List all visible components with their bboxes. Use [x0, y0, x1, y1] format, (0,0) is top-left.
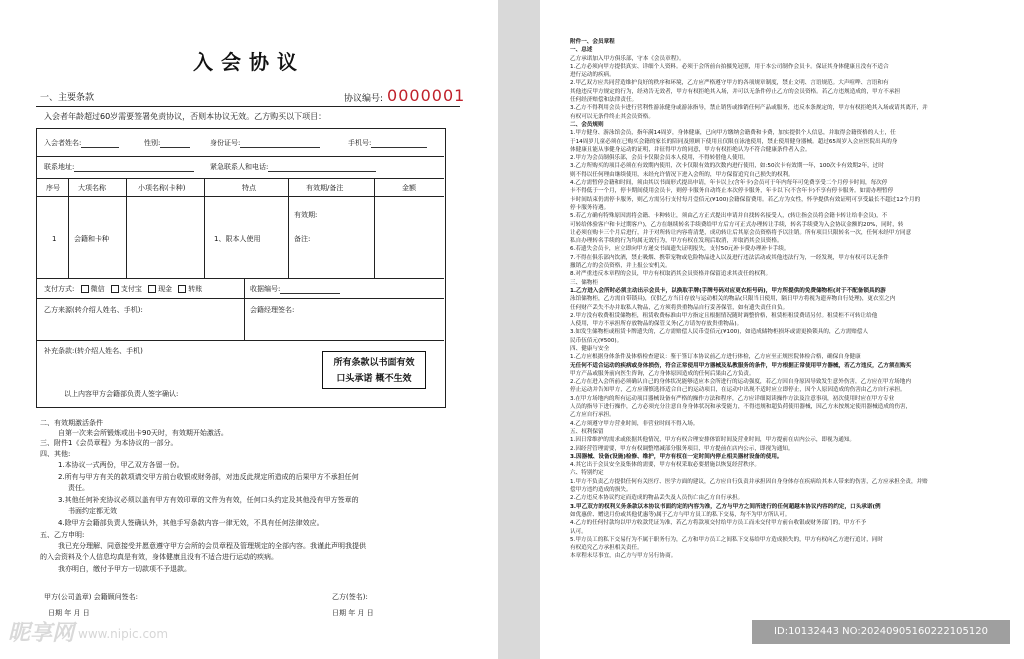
intro-text: 入会者年龄超过60岁需要签署免责协议，否则本协议无效。乙方购买以下项目： — [44, 112, 327, 121]
charter-line: 四、健康与安全 — [570, 345, 610, 352]
source-field[interactable]: 乙方来源(转介绍人姓名、手机): — [44, 306, 143, 314]
col-header-item: 大项名称 — [78, 184, 106, 192]
charter-line: 7.不得在俱乐部内饮酒，禁止吸烟、携带宠物或危险物品进入以及进行违法活动或其他违法行为，一经发现，甲方有权可以无条件 — [570, 254, 889, 261]
charter-line: 甲方产品或服务前向医生咨询，乙方身体原因造成的任何后果由乙方负责。 — [570, 370, 755, 377]
member-name-field[interactable]: 入会者姓名: — [44, 138, 119, 148]
cash-checkbox[interactable] — [148, 285, 156, 293]
wechat-checkbox[interactable] — [81, 285, 89, 293]
charter-line: 有权可以无条件终止其会员资格。 — [570, 113, 654, 120]
charter-line: 2.甲方为会员制俱乐部，会员卡仅限会员本人使用，不得转借他人使用。 — [570, 155, 749, 162]
gender-field[interactable]: 性别: — [144, 138, 190, 148]
charter-line: 8.对严重违反本章程的会员，甲方有权取消其会员资格并保留追求其责任的权利。 — [570, 271, 772, 278]
confirm-signature[interactable]: 以上内容甲方会籍部负责人签字确认: — [64, 390, 179, 398]
charter-line: 泳馆储物柜，乙方需自带锁具)，仅供乙方当日存放与运动相关的物品(只限当日使用，隔日甲方将视为遗弃物自行处理)，更衣室之内 — [570, 296, 896, 303]
row-remark: 备注: — [294, 235, 311, 243]
agreement-page — [0, 0, 498, 659]
manager-signature-field[interactable]: 会籍经理签名: — [250, 306, 295, 314]
contract-number-label: 协议编号: — [344, 94, 384, 104]
transfer-checkbox[interactable] — [178, 285, 186, 293]
terms-line: 三、附件1《会员章程》为本协议的一部分。 — [40, 439, 178, 447]
contract-number — [344, 86, 465, 105]
id-card-field[interactable]: 身份证号: — [210, 138, 320, 148]
image-id-bar: ID:10132443 NO:20240905160222105120 — [752, 620, 1010, 644]
terms-line: 责任。 — [68, 484, 89, 492]
row-item-name: 会籍和卡种 — [74, 235, 109, 243]
charter-line: 卡不得低于一个月，停卡期间使用会员卡，则停卡服务自动终止本次停卡服务，年卡以下(不含年卡)不享有停卡服务。如需办理暂停 — [570, 188, 894, 195]
charter-line: 乙方承诺加入甲方俱乐部，守本《会员章程》。 — [570, 55, 685, 62]
charter-line: 进行运动的疾病。 — [570, 72, 615, 79]
col-header-feature: 特点 — [242, 184, 256, 192]
address-field[interactable]: 联系地址: — [44, 162, 194, 172]
receipt-number-field[interactable]: 收据编号: — [250, 284, 340, 294]
charter-line: 六、特别约定 — [570, 470, 604, 477]
charter-line: 则不得以任何理由继续使用，未经允许情况下进入会所的，甲方保留追究自己损失的权利。 — [570, 171, 794, 178]
charter-line: 1.乙方应根据身体条件及体格检查建议：鉴于签订本协议前乙方进行体检，乙方应至正规医院体检合格，确保自身健康 — [570, 354, 861, 361]
charter-line: 于14周岁儿童必须在已购买会籍的家长的陪同及照顾下使用且仅限在泳池使用，禁止使用健身器械。超过65周岁入会应医院出具的身 — [570, 138, 898, 145]
charter-line: 本章程未尽事宜，由乙方与甲方另行协商。 — [570, 553, 677, 560]
charter-line: 3.因器械、设备(设施)检修、维护，甲方有权在一定时间内停止相关器材设备的使用。 — [570, 453, 783, 460]
charter-line: 无任何不适合运动的疾病或身体损伤，符合正常使用甲方器械及私教服务的条件，甲方根据正常使用甲方器械，若乙方违反，乙方须在购买 — [570, 362, 912, 369]
party-b-date: 日期 年 月 日 — [332, 609, 374, 617]
charter-line: 撤销乙方的会员资格，并上报公安机关。 — [570, 263, 671, 270]
row-validity: 有效期: — [294, 211, 318, 219]
charter-line: 有权追究乙方承担相关责任。 — [570, 545, 643, 552]
divider — [36, 106, 460, 107]
contract-number-value: 0000001 — [387, 86, 466, 105]
charter-line: 3.乙方不得利用会员卡进行营利性游泳健身或游泳指导，禁止销售或推销任何产品或服务，违反本条规定的，甲方有权拒绝其入场或请其离开，并 — [570, 105, 928, 112]
charter-line: 二、会员规则 — [570, 121, 604, 128]
charter-line: 1.因日常维护的需求或依据其他情况，甲方有权合理安排体馆时间及营业时间，甲方提前在店内公示，即视为通知。 — [570, 437, 856, 444]
charter-line: 偿甲方违约造成的损失。 — [570, 487, 632, 494]
charter-line: 三、储物柜 — [570, 279, 598, 286]
watermark-logo: 昵享网 — [8, 621, 75, 646]
col-header-no: 序号 — [46, 184, 60, 192]
charter-line: 5.若乙方确有特殊原因需将会籍、卡种转让，须由乙方正式提出申请并自找转名接受人，(转让指会员将会籍卡转让给非会员)，不 — [570, 213, 888, 220]
payment-methods: 支付方式: 微信 支付宝 现金 转账 — [44, 285, 203, 293]
charter-line: 其他违反甲方规定的行为，经劝告无效者，甲方有权拒绝其入场，并可以无条件停止乙方的会员资格。若乙方违规造成的，甲方不承担 — [570, 88, 901, 95]
charter-line: 附件一、会员章程 — [570, 39, 615, 45]
terms-line: 的入会资料及个人信息均真是有效，身体健康且没有不适合进行运动的疾病。 — [40, 553, 278, 561]
charter-line: 民币伍佰元(¥500)。 — [570, 337, 623, 344]
terms-line: 3.其他任何补充协议必须以盖有甲方有效印章的文件为有效，任何口头约定及其他没有甲方签章的 — [58, 496, 359, 504]
charter-line: 可转给体验客户和卡过期客户)，乙方在继续转名手续费给甲方后方可正式办理转让手续，转名手续费为入会协议金额的20%，同时，转 — [570, 221, 904, 228]
charter-line: 卡时间结束仍需停卡服务，则乙方需另行支付每月壹佰元(¥100)会籍保留费用。若乙方为女性，怀孕提供有效证明可享受最长不超过12个月的 — [570, 196, 921, 203]
charter-line: 停卡服务待遇。 — [570, 204, 610, 211]
charter-line: 3.甲乙双方的权利义务条款以本协议书面约定的内容为准，乙方与甲方之间所进行的任何超越本协议内容的约定，口头承诺(例 — [570, 503, 881, 510]
watermark-url: www.nipic.com — [78, 627, 169, 641]
terms-line: 五、乙方申明: — [40, 531, 85, 539]
row-number: 1 — [52, 235, 57, 243]
main-terms-heading: 一、主要条款 — [40, 93, 95, 103]
charter-line: 1.甲方不负责乙方提供任何有关医疗、医学方面的建议，乙方应自行负责并承担因自身身体存在疾病给其本人带来的伤害，乙方应承担全责，并赔 — [570, 478, 928, 485]
terms-line: 2.所有与甲方有关的款项请交甲方前台收银或财务部，对违反此规定所造成的后果甲方不承担任何 — [58, 473, 359, 481]
charter-line: 2.乙方违反本协议约定而造成的物品丢失及人员伤亡由乙方自行承担。 — [570, 495, 744, 502]
charter-line: 乙方应自行承担。 — [570, 412, 615, 419]
terms-line: 四、其他: — [40, 450, 71, 458]
charter-line: 3.在甲方场地内的所有运动项目器械设备有严格的操作方法和程序，乙方应详细阅读操作方法及注意事项，初次使用时应在甲方专业 — [570, 395, 895, 402]
emergency-contact-field[interactable]: 紧急联系人和电话: — [210, 162, 376, 172]
charter-line: 4.其它出于会员安全及集体的需要，甲方有权采取必要措施以恢复经营秩序。 — [570, 462, 760, 469]
supplement-field[interactable]: 补充条款:(转介绍人姓名、手机) — [44, 347, 143, 355]
charter-line: 五、权利保留 — [570, 428, 604, 435]
row-feature: 1、限本人使用 — [214, 235, 261, 243]
charter-line: 体健康且能从事健身运动的证明，并征得甲方的同意，甲方有权拒绝认为不符合健康条件者入会。 — [570, 146, 811, 153]
charter-line: 2.因经营管理需要，甲方有权调整增减部分服务项目，甲方提前在店内公示，即视为通知。 — [570, 445, 794, 452]
charter-line: 人员的指导下进行操作，乙方必须充分注意自身身体状况和承受能力，不得违规和超负荷使用器械，因乙方未按规定使用器械造成的伤害， — [570, 404, 912, 411]
charter-line: 1.乙方必须向甲方提供真实、详细个人资料。必须于会所前台拍摄免冠照，用于本公司制作会员卡。保证其身体健康且没有不适合 — [570, 63, 889, 70]
charter-line: 人使用，甲方不承担所存放物品的保管义务(乙方请勿存放贵重物品)。 — [570, 321, 743, 328]
terms-line: 4.除甲方会籍部负责人签确认外，其他手写条款内容一律无效，不具有任何法律效应。 — [58, 519, 324, 527]
charter-page — [540, 0, 1024, 659]
charter-line: 认可。 — [570, 528, 587, 535]
charter-line: 如优惠价、赠送月份或其他优惠等)属于乙方与甲方员工的私下交易，均不为甲方所认可。 — [570, 511, 791, 518]
charter-line: 3.如发生储物柜或租赁卡牌遗失的，乙方需赔偿人民币壹佰元(¥100)，如造成储物柜损坏或需更换锁具的，乙方需赔偿人 — [570, 329, 869, 336]
charter-line: 1.乙方进入会所时必须主动出示会员卡，以换取手牌(手牌号码对应更衣柜号码)，甲方所提供的免费储物柜(对于不配备锁具的游 — [570, 287, 886, 294]
charter-line: 4.乙方的任何付款均以甲方收款凭证为准，若乙方将款项交付给甲方员工而未交付甲方前台收银或财务部门的，甲方不予 — [570, 520, 867, 527]
terms-line: 我亦明白，缴付予甲方一切款项不予退款。 — [58, 565, 191, 573]
col-header-amount: 金额 — [402, 184, 416, 192]
charter-line: 一、总述 — [570, 47, 593, 54]
charter-line: 任何经济赔偿和法律责任。 — [570, 97, 638, 104]
party-b-signature[interactable]: 乙方(签名): — [332, 593, 368, 601]
member-charter-text — [570, 38, 994, 561]
charter-line: 3.乙方所购买的项目必须在有效期内使用，次卡仅限有效的次数内进行使用，如:50次卡有效期一年，100次卡有效期2年，过时 — [570, 163, 884, 170]
party-a-signature[interactable]: 甲方(公司盖章) 会籍顾问签名: — [44, 593, 139, 601]
page-title: 入会协议 — [193, 50, 305, 74]
charter-line: 停止运动并告知甲方，乙方应谨慎选择适合自己的运动项目，在运动中出现不适时应立即停止，因个人原因造成的伤害由乙方自行承担。 — [570, 387, 906, 394]
terms-line: 我已充分理解、同意接受并愿意遵守甲方会所的会员章程及管理规定的全部内容。我谨此声明我提供 — [58, 542, 366, 550]
charter-line: 2.甲乙双方应共同营造维护良好的秩序和环境，乙方应严格遵守甲方的各项规章制度，禁止文明、言语规范。大声喧哗、言语和有 — [570, 80, 889, 87]
terms-line: 二、有效期激活条件 — [40, 419, 103, 427]
charter-line: 6.若遗失会员卡，应立即向甲方递交书面遗失证明报失，支付50元补卡费办理补卡手续。 — [570, 246, 790, 253]
col-header-validity: 有效期/备注 — [306, 184, 344, 192]
charter-line: 1.甲方健身、游泳馆会员，指年满14周岁，身体健康，已向甲方缴纳会籍费和卡费，加实提供个人信息，并取得会籍资格的人士，任 — [570, 130, 896, 137]
terms-line: 1.本协议一式两份，甲乙双方各留一份。 — [58, 461, 184, 469]
charter-line: 4.乙方须遵守甲方营业时间，非营业时间不得入场。 — [570, 420, 699, 427]
terms-line: 书面约定都无效 — [68, 507, 117, 515]
phone-field[interactable]: 手机号: — [348, 138, 427, 148]
party-a-date: 日期 年 月 日 — [48, 609, 90, 617]
charter-line: 私自办理转名手续的行为均属无效行为，甲方有权在发现后取消，并取消其会员资格。 — [570, 238, 783, 245]
charter-line: 任何财产丢失不办并取私人物品，乙方须将贵重物品自行妥善保管，如有遗失责任自负。 — [570, 304, 789, 311]
col-header-subitem: 小项名称(卡种) — [138, 184, 186, 192]
alipay-checkbox[interactable] — [111, 285, 119, 293]
charter-line: 2.乙方在进入会所前必须确认自己的身体状况能够适应本会所进行的运动强度，若乙方因自身原因导致发生意外伤害，乙方应在甲方场地内 — [570, 379, 911, 386]
charter-line: 2.甲方没有收费租赁储物柜，租赁收费标准由甲方指定且根据情况随时调整价格，租赁柜租赁费请另付。租赁柜不可转让给他 — [570, 312, 878, 319]
written-terms-stamp: 所有条款以书面有效 口头承诺 概不生效 — [322, 351, 426, 389]
charter-line: 5.甲方员工的私下交易行为不属于职务行为，乙方和甲方员工之间私下交易给甲方造成损失的，甲方有权向乙方进行追讨，同时 — [570, 536, 883, 543]
terms-line: 自第一次来会所锻炼或出卡90天时，有效期开始激活。 — [58, 429, 228, 437]
charter-line: 4.乙方需暂停会籍和时间，须由其以书面形式提出申请，年卡以上(含年卡)会员可于年内每年可免费享受二个月停卡时间，每次停 — [570, 180, 888, 187]
charter-line: 让必须在购卡三个月后进行，并于对所转让内容将清楚，成功转让后其原会员资格将予以注销。所有项目只限转名一次，任何未经甲方同意 — [570, 229, 912, 236]
